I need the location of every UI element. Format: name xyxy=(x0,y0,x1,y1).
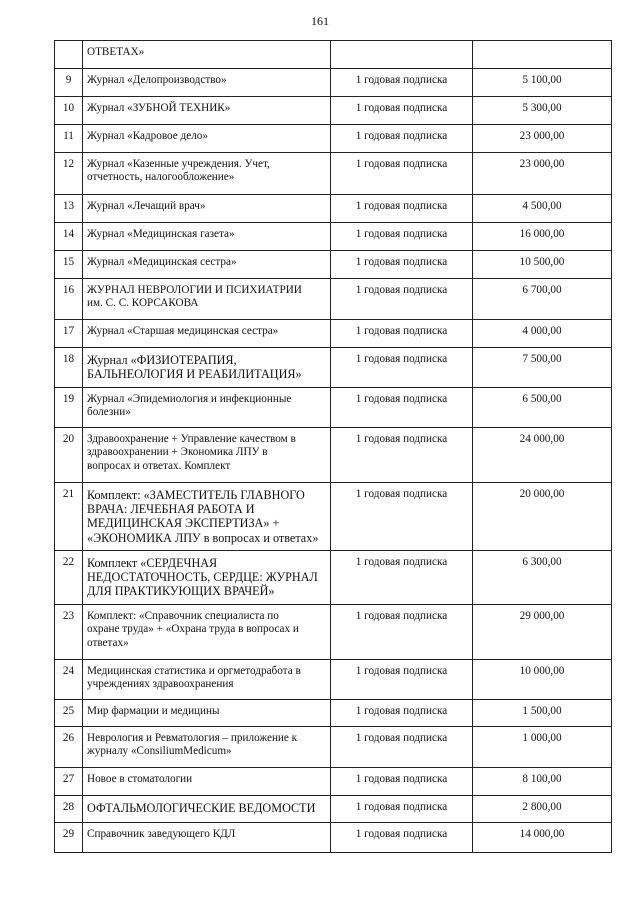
table-row xyxy=(55,727,612,768)
subscription-type-cell: 1 годовая подписка xyxy=(331,483,473,551)
row-number-cell: 23 xyxy=(55,605,83,660)
table-row xyxy=(55,97,612,125)
row-number-cell: 18 xyxy=(55,348,83,388)
publication-title-cell: ОТВЕТАХ» xyxy=(83,41,331,69)
publication-title-cell: Неврология и Ревматология – приложение к журналу «ConsiliumMedicum» xyxy=(83,727,331,768)
price-cell: 4 000,00 xyxy=(473,320,612,348)
table-row xyxy=(55,660,612,700)
subscription-type-cell: 1 годовая подписка xyxy=(331,348,473,388)
row-number-cell xyxy=(55,41,83,69)
price-cell: 14 000,00 xyxy=(473,823,612,853)
price-cell: 6 300,00 xyxy=(473,551,612,605)
subscription-type-cell: 1 годовая подписка xyxy=(331,320,473,348)
row-number-cell: 29 xyxy=(55,823,83,853)
price-cell: 8 100,00 xyxy=(473,768,612,796)
subscription-type-cell: 1 годовая подписка xyxy=(331,153,473,195)
table-row xyxy=(55,388,612,428)
publication-title-cell: Журнал «Старшая медицинская сестра» xyxy=(83,320,331,348)
publication-title-cell: Мир фармации и медицины xyxy=(83,700,331,727)
row-number-cell: 16 xyxy=(55,279,83,320)
publication-title-cell: Журнал «Казенные учреждения. Учет, отчетность, налогообложение» xyxy=(83,153,331,195)
subscription-type-cell: 1 годовая подписка xyxy=(331,605,473,660)
price-cell: 23 000,00 xyxy=(473,153,612,195)
row-number-cell: 24 xyxy=(55,660,83,700)
table-row xyxy=(55,551,612,605)
table-row xyxy=(55,428,612,483)
subscription-type-cell: 1 годовая подписка xyxy=(331,796,473,823)
row-number-cell: 28 xyxy=(55,796,83,823)
subscription-type-cell xyxy=(331,41,473,69)
price-cell: 6 500,00 xyxy=(473,388,612,428)
table-row xyxy=(55,223,612,251)
price-cell: 1 000,00 xyxy=(473,727,612,768)
row-number-cell: 12 xyxy=(55,153,83,195)
subscription-type-cell: 1 годовая подписка xyxy=(331,125,473,153)
publication-title-cell: Журнал «Делопроизводство» xyxy=(83,69,331,97)
price-cell: 5 100,00 xyxy=(473,69,612,97)
price-cell: 5 300,00 xyxy=(473,97,612,125)
subscription-type-cell: 1 годовая подписка xyxy=(331,823,473,853)
table-row xyxy=(55,700,612,727)
subscription-type-cell: 1 годовая подписка xyxy=(331,97,473,125)
table-row xyxy=(55,125,612,153)
table-row xyxy=(55,348,612,388)
publication-title-cell: Журнал «Кадровое дело» xyxy=(83,125,331,153)
row-number-cell: 21 xyxy=(55,483,83,551)
subscription-type-cell: 1 годовая подписка xyxy=(331,251,473,279)
subscription-type-cell: 1 годовая подписка xyxy=(331,551,473,605)
table-row xyxy=(55,605,612,660)
table-row xyxy=(55,279,612,320)
price-cell: 10 500,00 xyxy=(473,251,612,279)
publication-title-cell: Медицинская статистика и оргметодработа в учреждениях здравоохранения xyxy=(83,660,331,700)
publication-title-cell: Журнал «ФИЗИОТЕРАПИЯ, БАЛЬНЕОЛОГИЯ И РЕАБИЛИТАЦИЯ» xyxy=(83,348,331,388)
row-number-cell: 26 xyxy=(55,727,83,768)
table-row xyxy=(55,195,612,223)
table-row xyxy=(55,768,612,796)
table-row xyxy=(55,796,612,823)
publication-title-cell: ОФТАЛЬМОЛОГИЧЕСКИЕ ВЕДОМОСТИ xyxy=(83,796,331,823)
row-number-cell: 17 xyxy=(55,320,83,348)
publication-title-cell: Комплект: «ЗАМЕСТИТЕЛЬ ГЛАВНОГО ВРАЧА: ЛЕЧЕБНАЯ РАБОТА И МЕДИЦИНСКАЯ ЭКСПЕРТИЗА» + «ЭКОНОМИКА ЛПУ в вопросах и ответах» xyxy=(83,483,331,551)
row-number-cell: 27 xyxy=(55,768,83,796)
price-cell: 1 500,00 xyxy=(473,700,612,727)
publication-title-cell: Справочник заведующего КДЛ xyxy=(83,823,331,853)
page-number: 161 xyxy=(311,14,329,28)
publication-title-cell: Журнал «Медицинская сестра» xyxy=(83,251,331,279)
price-cell: 24 000,00 xyxy=(473,428,612,483)
publication-title-cell: Новое в стоматологии xyxy=(83,768,331,796)
price-cell: 4 500,00 xyxy=(473,195,612,223)
price-cell: 23 000,00 xyxy=(473,125,612,153)
subscription-type-cell: 1 годовая подписка xyxy=(331,727,473,768)
price-cell: 6 700,00 xyxy=(473,279,612,320)
row-number-cell: 13 xyxy=(55,195,83,223)
table-row xyxy=(55,41,612,69)
table-row xyxy=(55,320,612,348)
subscription-type-cell: 1 годовая подписка xyxy=(331,428,473,483)
row-number-cell: 25 xyxy=(55,700,83,727)
table-row xyxy=(55,483,612,551)
subscription-type-cell: 1 годовая подписка xyxy=(331,388,473,428)
subscription-type-cell: 1 годовая подписка xyxy=(331,223,473,251)
row-number-cell: 15 xyxy=(55,251,83,279)
row-number-cell: 10 xyxy=(55,97,83,125)
subscription-type-cell: 1 годовая подписка xyxy=(331,195,473,223)
publication-title-cell: Журнал «Медицинская газета» xyxy=(83,223,331,251)
publication-title-cell: Журнал «ЗУБНОЙ ТЕХНИК» xyxy=(83,97,331,125)
subscription-type-cell: 1 годовая подписка xyxy=(331,279,473,320)
table-row xyxy=(55,823,612,853)
row-number-cell: 11 xyxy=(55,125,83,153)
price-cell: 2 800,00 xyxy=(473,796,612,823)
row-number-cell: 20 xyxy=(55,428,83,483)
row-number-cell: 22 xyxy=(55,551,83,605)
publication-title-cell: Журнал «Лечащий врач» xyxy=(83,195,331,223)
publication-title-cell: Комплект: «Справочник специалиста по охране труда» + «Охрана труда в вопросах и ответах» xyxy=(83,605,331,660)
row-number-cell: 9 xyxy=(55,69,83,97)
table-row xyxy=(55,251,612,279)
table-row xyxy=(55,153,612,195)
subscription-type-cell: 1 годовая подписка xyxy=(331,660,473,700)
price-cell: 29 000,00 xyxy=(473,605,612,660)
subscription-type-cell: 1 годовая подписка xyxy=(331,768,473,796)
price-cell: 16 000,00 xyxy=(473,223,612,251)
subscriptions-table xyxy=(54,40,612,853)
price-cell: 7 500,00 xyxy=(473,348,612,388)
table-row xyxy=(55,69,612,97)
subscription-type-cell: 1 годовая подписка xyxy=(331,69,473,97)
publication-title-cell: Журнал «Эпидемиология и инфекционные болезни» xyxy=(83,388,331,428)
row-number-cell: 19 xyxy=(55,388,83,428)
subscription-type-cell: 1 годовая подписка xyxy=(331,700,473,727)
price-cell: 20 000,00 xyxy=(473,483,612,551)
row-number-cell: 14 xyxy=(55,223,83,251)
price-cell xyxy=(473,41,612,69)
publication-title-cell: Комплект «СЕРДЕЧНАЯ НЕДОСТАТОЧНОСТЬ, СЕРДЦЕ: ЖУРНАЛ ДЛЯ ПРАКТИКУЮЩИХ ВРАЧЕЙ» xyxy=(83,551,331,605)
price-cell: 10 000,00 xyxy=(473,660,612,700)
publication-title-cell: ЖУРНАЛ НЕВРОЛОГИИ И ПСИХИАТРИИ им. С. С. КОРСАКОВА xyxy=(83,279,331,320)
publication-title-cell: Здравоохранение + Управление качеством в здравоохранении + Экономика ЛПУ в вопросах и ответах. Комплект xyxy=(83,428,331,483)
